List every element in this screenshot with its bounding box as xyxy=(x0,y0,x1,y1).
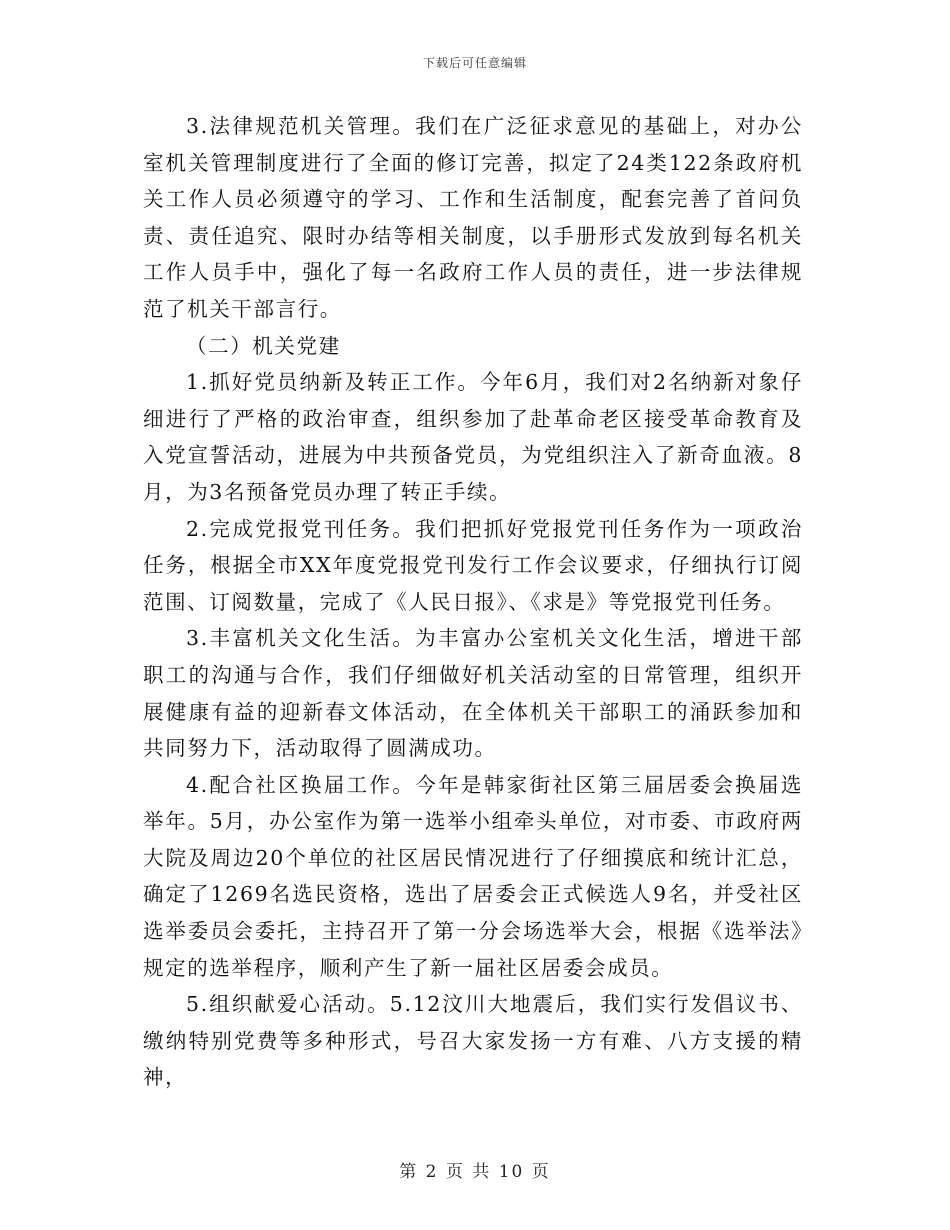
paragraph-party-newspapers: 2.完成党报党刊任务。我们把抓好党报党刊任务作为一项政治任务，根据全市XX年度党报党刊发行工作会议要求，仔细执行订阅范围、订阅数量，完成了《人民日报》、《求是》等党报党刊任务。 xyxy=(143,516,803,614)
page-number-label: 第 2 页 共 10 页 xyxy=(399,1162,551,1182)
document-body xyxy=(143,108,803,1096)
paragraph-charity-activity: 5.组织献爱心活动。5.12汶川大地震后，我们实行发倡议书、缴纳特别党费等多种形式，号召大家发扬一方有难、八方支援的精神， xyxy=(143,992,803,1090)
paragraph-law-management: 3.法律规范机关管理。我们在广泛征求意见的基础上，对办公室机关管理制度进行了全面的修订完善，拟定了24类122条政府机关工作人员必须遵守的学习、工作和生活制度，配套完善了首问负责、责任追究、限时办结等相关制度，以手册形式发放到每名机关工作人员手中，强化了每一名政府工作人员的责任，进一步法律规范了机关干部言行。 xyxy=(143,114,803,321)
section-heading-party-building: （二）机关党建 xyxy=(186,333,341,358)
paragraph-cultural-life: 3.丰富机关文化生活。为丰富办公室机关文化生活，增进干部职工的沟通与合作，我们仔细做好机关活动室的日常管理，组织开展健康有益的迎新春文体活动，在全体机关干部职工的涌跃参加和共同努力下，活动取得了圆满成功。 xyxy=(143,626,803,761)
page-footer xyxy=(0,1157,950,1182)
page-header: 下载后可任意编辑 xyxy=(422,56,527,70)
paragraph-party-members: 1.抓好党员纳新及转正工作。今年6月，我们对2名纳新对象仔细进行了严格的政治审查，组织参加了赴革命老区接受革命教育及入党宣誓活动，进展为中共预备党员，为党组织注入了新奇血液。8月，为3名预备党员办理了转正手续。 xyxy=(143,370,803,504)
paragraph-community-election: 4.配合社区换届工作。今年是韩家街社区第三届居委会换届选举年。5月，办公室作为第一选举小组牵头单位，对市委、市政府两大院及周边20个单位的社区居民情况进行了仔细摸底和统计汇总，确定了1269名选民资格，选出了居委会正式候选人9名，并受社区选举委员会委托，主持召开了第一分会场选举大会，根据《选举法》规定的选举程序，顺利产生了新一届社区居委会成员。 xyxy=(143,772,803,980)
